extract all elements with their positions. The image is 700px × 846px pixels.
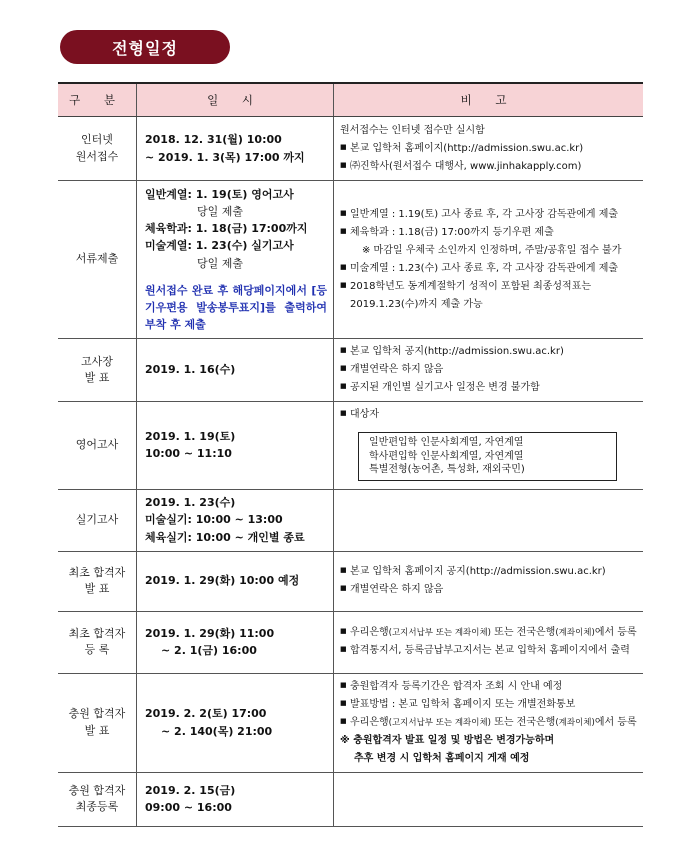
row-remarks (334, 772, 644, 826)
bank-alt: 또는 전국은행 (491, 627, 556, 638)
row-label: 충원 합격자 발 표 (58, 673, 137, 772)
date-line: 09:00 ~ 16:00 (145, 801, 232, 814)
register-text: 에서 등록 (594, 716, 637, 728)
target-box (358, 432, 617, 481)
date-line: 당일 제출 (197, 256, 244, 270)
row-datetime (137, 402, 334, 490)
table-row (58, 673, 643, 772)
row-datetime (137, 117, 334, 181)
date-line: 2019. 1. 23(수) (145, 496, 236, 510)
date-line: 일반계열: 1. 19(토) 영어고사 (145, 188, 294, 202)
remark-bullet (340, 624, 637, 642)
remark-bullet: ■ 개별연락은 하지 않음 (340, 361, 637, 379)
row-remarks (334, 489, 644, 551)
row-remarks (334, 117, 644, 181)
row-label: 실기고사 (58, 489, 137, 551)
remark-bullet: ■ 본교 입학처 공지(http://admission.swu.ac.kr) (340, 343, 637, 361)
row-label: 충원 합격자 최종등록 (58, 772, 137, 826)
remark-reference: ※ 마감일 우체국 소인까지 인정하며, 주말/공휴일 접수 불가 (362, 244, 622, 256)
remark-bullet: ■ 대상자 (340, 406, 637, 424)
date-line: 10:00 ~ 11:10 (145, 447, 232, 461)
date-line: ~ 2019. 1. 3(목) 17:00 까지 (145, 150, 305, 164)
table-row (58, 339, 643, 402)
section-title: 전형일정 (60, 30, 230, 64)
row-remarks (334, 402, 644, 490)
table-row (58, 551, 643, 611)
row-remarks (334, 339, 644, 402)
remark-bullet: ■ 체육학과 : 1.18(금) 17:00까지 등기우편 제출 (340, 224, 637, 242)
table-row (58, 402, 643, 490)
bank-name: 우리은행 (350, 716, 389, 728)
row-remarks (334, 673, 644, 772)
row-label: 최초 합격자 발 표 (58, 551, 137, 611)
remark-bullet: ■ 일반계열 : 1.19(토) 고사 종료 후, 각 고사장 감독관에게 제출 (340, 206, 637, 224)
payment-method: (계좌이체) (555, 717, 595, 728)
date-line: 2019. 1. 16(수) (145, 363, 236, 377)
row-label: 서류제출 (58, 181, 137, 339)
register-text: 에서 등록 (594, 627, 637, 638)
remark-bullet: ■ ㈜진학사(원서접수 대행사, www.jinhakapply.com) (340, 158, 637, 176)
target-item: 일반편입학 인문사회계열, 자연계열 (369, 437, 524, 448)
remark-bullet: ■ 본교 입학처 홈페이지 공지(http://admission.swu.ac.kr) (340, 563, 637, 581)
remark-bullet (340, 714, 637, 732)
table-row (58, 489, 643, 551)
date-line: 2019. 1. 29(화) 10:00 예정 (145, 574, 300, 588)
row-label: 영어고사 (58, 402, 137, 490)
remark-bullet: ■ 충원합격자 등록기간은 합격자 조회 시 안내 예정 (340, 678, 637, 696)
table-row (58, 117, 643, 181)
remark-text: 원서접수는 인터넷 접수만 실시함 (340, 124, 485, 136)
admission-schedule-table (58, 82, 643, 827)
row-datetime (137, 339, 334, 402)
date-line: 체육실기: 10:00 ~ 개인별 종료 (145, 530, 305, 544)
bank-alt: 또는 전국은행 (491, 716, 556, 728)
table-header-row (58, 83, 643, 117)
date-line: 미술계열: 1. 23(수) 실기고사 (145, 239, 294, 253)
row-remarks (334, 551, 644, 611)
remark-reference: ※ 충원합격자 발표 일정 및 방법은 변경가능하며 (340, 734, 555, 746)
blue-note: 원서접수 완료 후 해당페이지에서 [등기우편용 발송봉투표지]를 출력하여 부착 후 제출 (145, 283, 327, 331)
payment-method: (고지서납부 또는 계좌이체) (388, 717, 491, 728)
row-remarks (334, 181, 644, 339)
remark-bullet: ■ 2018학년도 동계계절학기 성적이 포함된 최종성적표는 (340, 278, 637, 296)
remark-bullet: ■ 미술계열 : 1.23(수) 고사 종료 후, 각 고사장 감독관에게 제출 (340, 260, 637, 278)
remark-bullet: ■ 합격통지서, 등록금납부고지서는 본교 입학처 홈페이지에서 출력 (340, 642, 637, 660)
date-line: 체육학과: 1. 18(금) 17:00까지 (145, 222, 308, 236)
row-label: 고사장 발 표 (58, 339, 137, 402)
header-datetime: 일 시 (137, 83, 334, 117)
remark-bullet: ■ 본교 입학처 홈페이지(http://admission.swu.ac.kr) (340, 140, 637, 158)
date-line: 2019. 1. 29(화) 11:00 (145, 626, 275, 640)
row-datetime (137, 181, 334, 339)
date-line: ~ 2. 140(목) 21:00 (161, 724, 273, 738)
payment-method: (계좌이체) (555, 628, 595, 638)
row-remarks (334, 611, 644, 673)
row-datetime (137, 673, 334, 772)
date-line: 2018. 12. 31(월) 10:00 (145, 133, 282, 147)
row-datetime (137, 551, 334, 611)
target-item: 특별전형(농어촌, 특성화, 재외국민) (369, 464, 525, 475)
table-row (58, 611, 643, 673)
date-line: ~ 2. 1(금) 16:00 (161, 644, 257, 657)
row-datetime (137, 611, 334, 673)
row-label: 최초 합격자 등 록 (58, 611, 137, 673)
row-datetime (137, 772, 334, 826)
remark-bullet: ■ 발표방법 : 본교 입학처 홈페이지 또는 개별전화통보 (340, 696, 637, 714)
row-datetime (137, 489, 334, 551)
header-category: 구 분 (58, 83, 137, 117)
remark-continuation: 2019.1.23(수)까지 제출 가능 (350, 298, 483, 310)
date-line: 2019. 2. 15(금) (145, 783, 236, 797)
table-row (58, 772, 643, 826)
bank-name: 우리은행 (350, 627, 389, 638)
date-line: 2019. 2. 2(토) 17:00 (145, 707, 267, 721)
date-line: 당일 제출 (197, 205, 244, 219)
header-remarks: 비 고 (334, 83, 644, 117)
payment-method: (고지서납부 또는 계좌이체) (388, 628, 491, 638)
date-line: 2019. 1. 19(토) (145, 430, 236, 444)
row-label: 인터넷 원서접수 (58, 117, 137, 181)
remark-bullet: ■ 개별연락은 하지 않음 (340, 581, 637, 599)
remark-bullet: ■ 공지된 개인별 실기고사 일정은 변경 불가함 (340, 379, 637, 397)
target-item: 학사편입학 인문사회계열, 자연계열 (369, 450, 524, 462)
table-row (58, 181, 643, 339)
remark-continuation: 추후 변경 시 입학처 홈페이지 게재 예정 (354, 752, 530, 764)
date-line: 미술실기: 10:00 ~ 13:00 (145, 513, 283, 527)
